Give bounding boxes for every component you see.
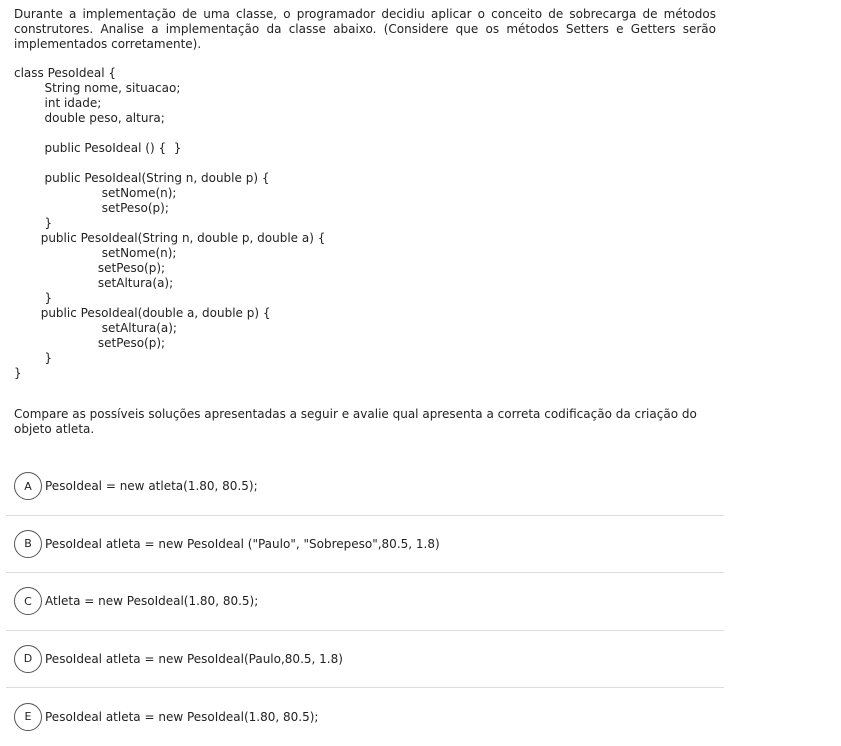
code-line: public PesoIdeal () { } bbox=[14, 141, 182, 155]
option-letter-badge: C bbox=[14, 587, 42, 615]
code-line bbox=[14, 156, 614, 171]
option-text: PesoIdeal atleta = new PesoIdeal ("Paulo", "Sobrepeso",80.5, 1.8) bbox=[45, 536, 440, 551]
code-line: public PesoIdeal(String n, double p, double a) { bbox=[14, 231, 326, 245]
option-d[interactable] bbox=[6, 631, 724, 689]
prompt-text: Compare as possíveis soluções apresentadas a seguir e avalie qual apresenta a correta codificação da criação do objeto atleta. bbox=[14, 407, 697, 436]
option-text: PesoIdeal = new atleta(1.80, 80.5); bbox=[45, 479, 258, 494]
code-line: } bbox=[14, 366, 22, 380]
code-line: setPeso(p); bbox=[14, 336, 166, 350]
code-line: setPeso(p); bbox=[14, 261, 166, 275]
option-e[interactable] bbox=[6, 688, 724, 746]
option-text: PesoIdeal atleta = new PesoIdeal(1.80, 80.5); bbox=[45, 709, 319, 724]
code-line: } bbox=[14, 291, 53, 305]
option-text: PesoIdeal atleta = new PesoIdeal(Paulo,80.5, 1.8) bbox=[45, 651, 343, 666]
option-b[interactable] bbox=[6, 516, 724, 574]
code-line: double peso, altura; bbox=[14, 111, 165, 125]
code-line: class PesoIdeal { bbox=[14, 66, 117, 80]
code-line: setNome(n); bbox=[14, 186, 177, 200]
option-letter-badge: E bbox=[14, 703, 42, 731]
code-line: public PesoIdeal(String n, double p) { bbox=[14, 171, 270, 185]
code-line: } bbox=[14, 216, 53, 230]
code-line: setNome(n); bbox=[14, 246, 177, 260]
code-line: setPeso(p); bbox=[14, 201, 169, 215]
option-letter-badge: D bbox=[14, 645, 42, 673]
code-block bbox=[14, 66, 614, 381]
option-letter-badge: A bbox=[14, 472, 42, 500]
option-a[interactable] bbox=[6, 458, 724, 516]
code-line: int idade; bbox=[14, 96, 102, 110]
option-c[interactable] bbox=[6, 573, 724, 631]
question-text: Durante a implementação de uma classe, o programador decidiu aplicar o conceito de sobrecarga de métodos construtores. Analise a implementação da classe abaixo. (Considere que os métodos Setters e Getters serão implementados corretamente). bbox=[14, 7, 716, 51]
code-line: } bbox=[14, 351, 53, 365]
code-line bbox=[14, 126, 614, 141]
option-text: Atleta = new PesoIdeal(1.80, 80.5); bbox=[45, 594, 259, 609]
code-line: setAltura(a); bbox=[14, 276, 174, 290]
answer-options bbox=[6, 458, 724, 746]
code-line: String nome, situacao; bbox=[14, 81, 181, 95]
code-line: public PesoIdeal(double a, double p) { bbox=[14, 306, 271, 320]
option-letter-badge: B bbox=[14, 530, 42, 558]
code-line: setAltura(a); bbox=[14, 321, 177, 335]
